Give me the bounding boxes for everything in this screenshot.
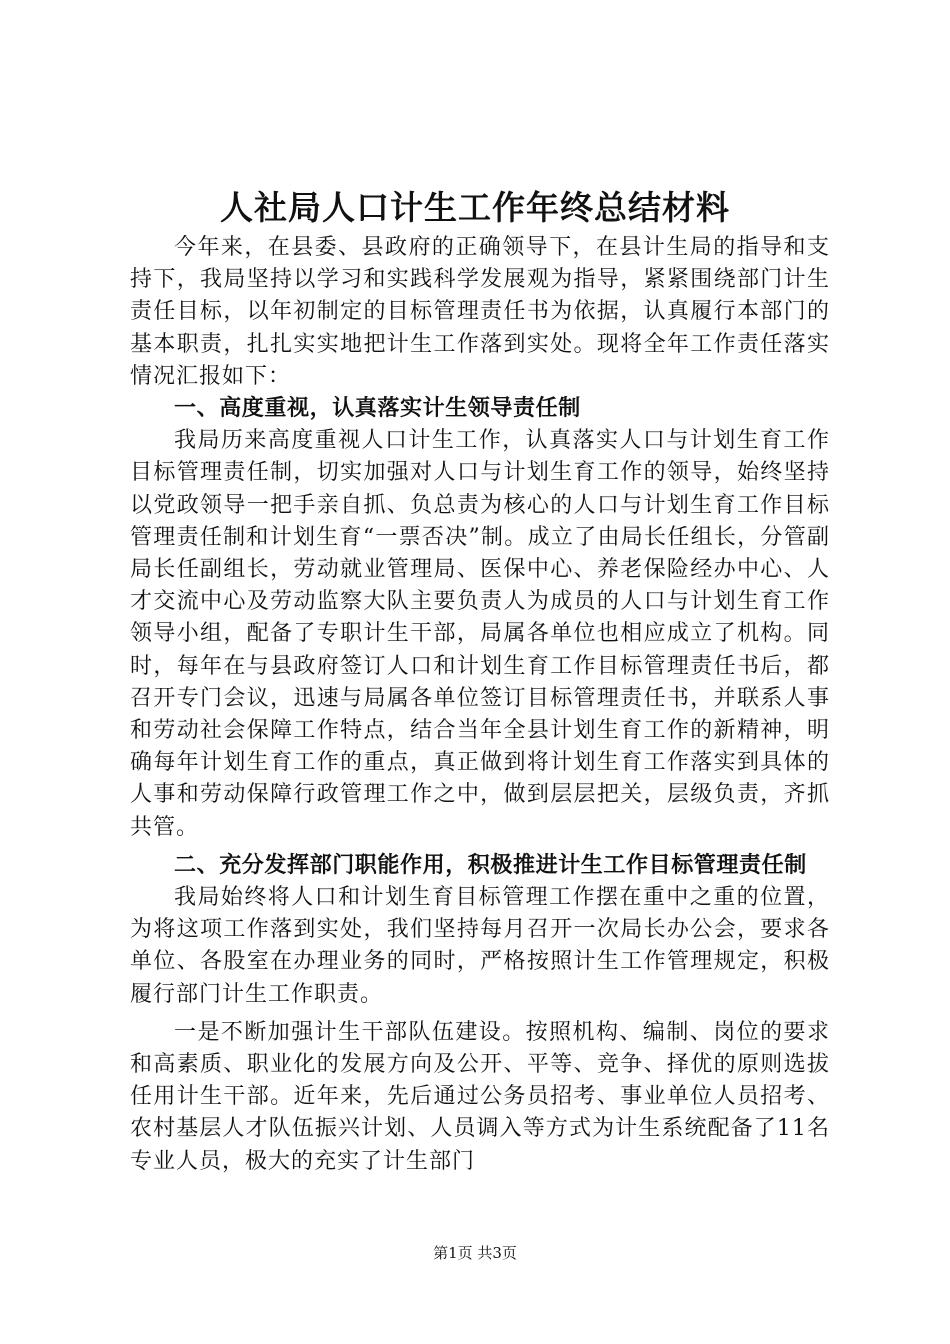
section-2-paragraph-1: 我局始终将人口和计划生育目标管理工作摆在重中之重的位置，为将这项工作落到实处，我们坚持每月召开一次局长办公会，要求各单位、各股室在办理业务的同时，严格按照计生工作管理规定，积极履行部门计生工作职责。	[130, 885, 830, 1007]
section-heading-2: 二、充分发挥部门职能作用，积极推进计生工作目标管理责任制	[174, 852, 807, 878]
section-1-paragraph: 我局历来高度重视人口计生工作，认真落实人口与计划生育工作目标管理责任制，切实加强对人口与计划生育工作的领导，始终坚持以党政领导一把手亲自抓、负总责为核心的人口与计划生育工作目标管理责任制和计划生育“一票否决”制。成立了由局长任组长，分管副局长任副组长，劳动就业管理局、医保中心、养老保险经办中心、人才交流中心及劳动监察大队主要负责人为成员的人口与计划生育工作领导小组，配备了专职计生干部，局属各单位也相应成立了机构。同时，每年在与县政府签订人口和计划生育工作目标管理责任书后，都召开专门会议，迅速与局属各单位签订目标管理责任书，并联系人事和劳动社会保障工作特点，结合当年全县计划生育工作的新精神，明确每年计划生育工作的重点，真正做到将计划生育工作落实到具体的人事和劳动保障行政管理工作之中，做到层层把关，层级负责，齐抓共管。	[130, 428, 830, 840]
page-number: 第1页 共3页	[433, 1244, 517, 1262]
section-heading-1: 一、高度重视，认真落实计生领导责任制	[174, 396, 581, 422]
document-body	[130, 232, 830, 1178]
document-title: 人社局人口计生工作年终总结材料	[220, 188, 730, 227]
section-2-paragraph-2: 一是不断加强计生干部队伍建设。按照机构、编制、岗位的要求和高素质、职业化的发展方向及公开、平等、竞争、择优的原则选拔任用计生干部。近年来，先后通过公务员招考、事业单位人员招考、农村基层人才队伍振兴计划、人员调入等方式为计生系统配备了11名专业人员，极大的充实了计生部门	[130, 1019, 830, 1174]
intro-paragraph: 今年来，在县委、县政府的正确领导下，在县计生局的指导和支持下，我局坚持以学习和实践科学发展观为指导，紧紧围绕部门计生责任目标，以年初制定的目标管理责任书为依据，认真履行本部门的基本职责，扎扎实实地把计生工作落到实处。现将全年工作责任落实情况汇报如下：	[130, 235, 830, 389]
